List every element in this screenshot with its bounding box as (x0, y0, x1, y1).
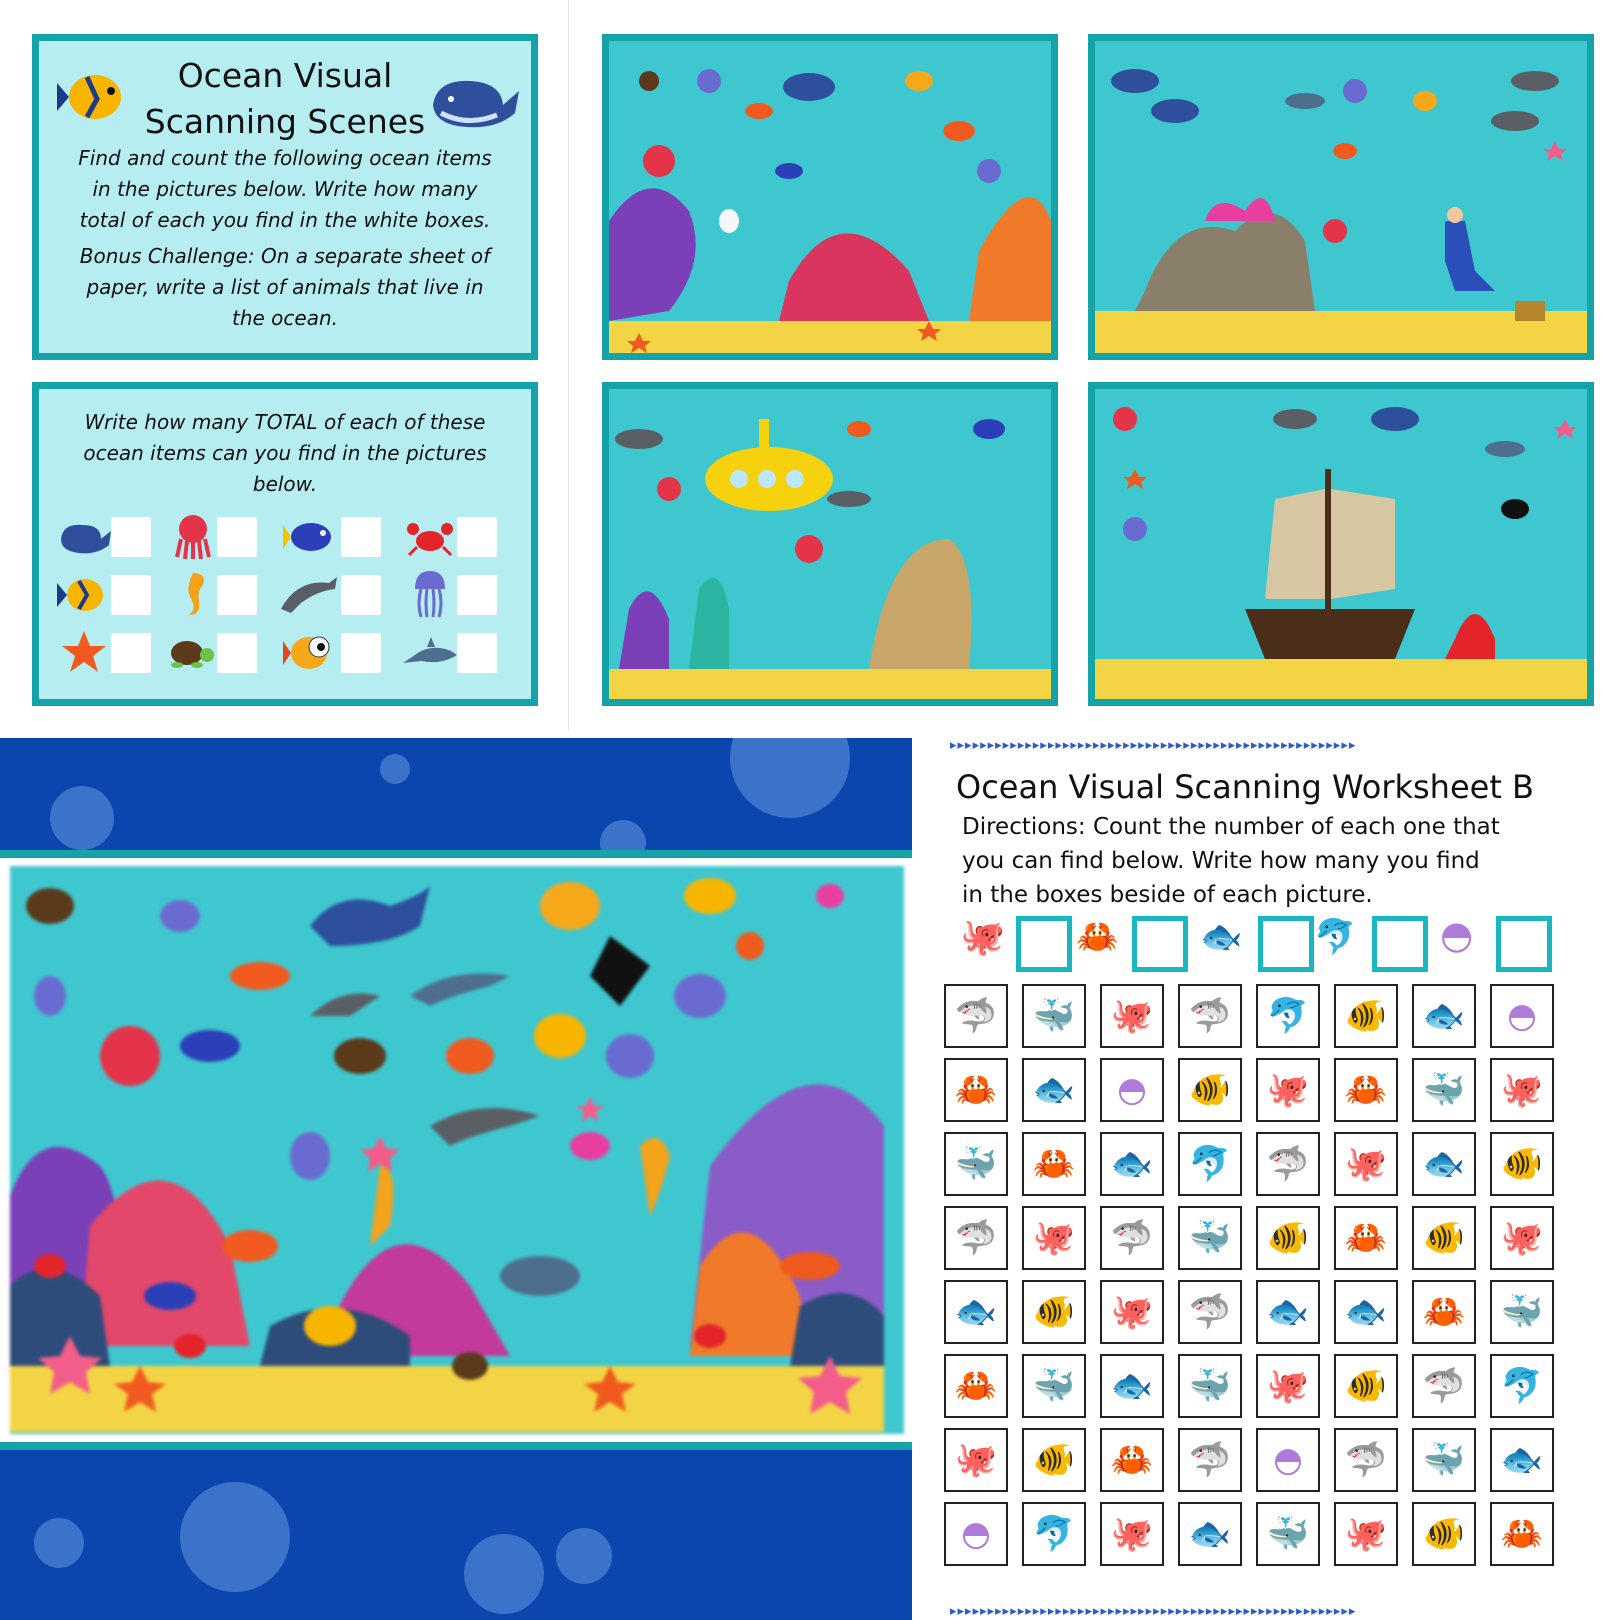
bubble-decoration (50, 786, 114, 850)
grid-cell-fish-icon[interactable]: 🐟 (944, 1280, 1008, 1344)
count-prompt (39, 407, 531, 500)
grid-cell-shark-icon[interactable]: 🦈 (1100, 1206, 1164, 1270)
grid-cell-clownfish-icon[interactable]: 🐠 (1334, 984, 1398, 1048)
grid-cell-whale-icon[interactable]: 🐳 (1412, 1058, 1476, 1122)
grid-cell-clownfish-icon[interactable]: 🐠 (1490, 1132, 1554, 1196)
instructions-line1: Find and count the following ocean items (78, 146, 492, 170)
grid-cell-fish-icon[interactable]: 🐟 (1178, 1502, 1242, 1566)
googly-fish-icon: 🐟 (1200, 917, 1243, 957)
grid-cell-octopus-icon[interactable]: 🐙 (1490, 1206, 1554, 1270)
arrow-border-top: ▸▸▸▸▸▸▸▸▸▸▸▸▸▸▸▸▸▸▸▸▸▸▸▸▸▸▸▸▸▸▸▸▸▸▸▸▸▸▸▸▸▸▸▸▸▸▸▸▸▸▸▸▸▸ (950, 738, 1357, 752)
grid-cell-octopus-icon[interactable]: 🐙 (1490, 1058, 1554, 1122)
bubble-decoration (556, 1528, 612, 1584)
grid-cell-fish-icon[interactable]: 🐟 (1100, 1354, 1164, 1418)
count-box[interactable] (111, 517, 151, 557)
grid-cell-whale-icon[interactable]: 🐳 (1022, 984, 1086, 1048)
grid-cell-shark-icon[interactable]: 🦈 (1178, 984, 1242, 1048)
grid-cell-clownfish-icon[interactable]: 🐠 (1022, 1428, 1086, 1492)
grid-cell-clownfish-icon[interactable]: 🐠 (1412, 1502, 1476, 1566)
scenes-title-line2: Scanning Scenes (144, 102, 426, 141)
grid-cell-octopus-icon[interactable]: 🐙 (1256, 1354, 1320, 1418)
grid-cell-crab-icon[interactable]: 🦀 (944, 1354, 1008, 1418)
grid-cell-clownfish-icon[interactable]: 🐠 (1178, 1058, 1242, 1122)
grid-cell-fish-icon[interactable]: 🐟 (1412, 1132, 1476, 1196)
count-card-body (39, 389, 531, 699)
worksheet-title: Ocean Visual Scanning Worksheet B (956, 768, 1534, 806)
grid-cell-fish-icon[interactable]: 🐟 (1490, 1428, 1554, 1492)
title-card-body (39, 41, 531, 353)
count-box[interactable] (457, 575, 497, 615)
grid-cell-dolphin-icon[interactable]: 🐬 (1178, 1132, 1242, 1196)
scene-3[interactable] (602, 382, 1058, 706)
grid-cell-jellyfish-icon[interactable]: ◓ (1100, 1058, 1164, 1122)
scene-2-image (1095, 41, 1587, 353)
yellow-fish-icon (57, 575, 109, 615)
instructions (39, 143, 531, 236)
grid-cell-shark-icon[interactable]: 🦈 (944, 984, 1008, 1048)
grid-cell-whale-icon[interactable]: 🐳 (1412, 1428, 1476, 1492)
grid-cell-fish-icon[interactable]: 🐟 (1334, 1280, 1398, 1344)
grid-cell-clownfish-icon[interactable]: 🐠 (1334, 1354, 1398, 1418)
jellyfish-count-box[interactable] (1496, 916, 1552, 972)
bonus-line3: the ocean. (231, 306, 338, 330)
tang-fish-icon (283, 517, 335, 557)
grid-cell-whale-icon[interactable]: 🐳 (1256, 1502, 1320, 1566)
shark-icon (401, 635, 457, 671)
count-card (32, 382, 538, 706)
crab-icon: 🦀 (1076, 917, 1119, 957)
directions-line1: Directions: Count the number of each one that (962, 814, 1500, 840)
bubble-decoration (180, 1482, 290, 1592)
fish-count-box[interactable] (1258, 916, 1314, 972)
octopus-count-box[interactable] (1016, 916, 1072, 972)
instructions-line2: in the pictures below. Write how many (92, 177, 478, 201)
grid-cell-octopus-icon[interactable]: 🐙 (1100, 1502, 1164, 1566)
grid-cell-crab-icon[interactable]: 🦀 (1334, 1206, 1398, 1270)
googly-fish-icon (283, 629, 337, 675)
bubble-decoration (34, 1518, 84, 1568)
dolphin-icon (277, 573, 339, 615)
dolphin-icon: 🐬 (1314, 917, 1357, 957)
count-box[interactable] (341, 633, 381, 673)
grid-cell-dolphin-icon[interactable]: 🐬 (1256, 984, 1320, 1048)
grid-cell-jellyfish-icon[interactable]: ◓ (1490, 984, 1554, 1048)
whale-icon (57, 517, 111, 557)
large-scene-white-border (0, 858, 912, 1442)
grid-cell-shark-icon[interactable]: 🦈 (1412, 1354, 1476, 1418)
grid-cell-clownfish-icon[interactable]: 🐠 (1412, 1206, 1476, 1270)
large-scene-image (10, 866, 904, 1434)
scenes-title-line1: Ocean Visual (177, 56, 393, 95)
count-prompt-line2: ocean items can you find in the pictures (83, 441, 487, 465)
scenes-title (39, 53, 531, 145)
grid-cell-clownfish-icon[interactable]: 🐠 (1256, 1206, 1320, 1270)
grid-cell-whale-icon[interactable]: 🐳 (1178, 1354, 1242, 1418)
crab-icon (407, 517, 453, 557)
bubble-decoration (464, 1534, 544, 1614)
grid-cell-fish-icon[interactable]: 🐟 (1256, 1280, 1320, 1344)
dolphin-count-box[interactable] (1372, 916, 1428, 972)
grid-cell-octopus-icon[interactable]: 🐙 (1100, 1280, 1164, 1344)
count-box[interactable] (111, 575, 151, 615)
count-box[interactable] (217, 575, 257, 615)
grid-cell-crab-icon[interactable]: 🦀 (1334, 1058, 1398, 1122)
count-box[interactable] (111, 633, 151, 673)
grid-cell-crab-icon[interactable]: 🦀 (944, 1058, 1008, 1122)
scene-2[interactable] (1088, 34, 1594, 360)
grid-cell-crab-icon[interactable]: 🦀 (1490, 1502, 1554, 1566)
grid-cell-octopus-icon[interactable]: 🐙 (1022, 1206, 1086, 1270)
jellyfish-icon: ◓ (1440, 913, 1474, 957)
grid-cell-octopus-icon[interactable]: 🐙 (1334, 1502, 1398, 1566)
turtle-icon (163, 633, 217, 673)
grid-cell-whale-icon[interactable]: 🐳 (944, 1132, 1008, 1196)
panel-divider (568, 0, 569, 730)
grid-cell-crab-icon[interactable]: 🦀 (1022, 1132, 1086, 1196)
symbol-grid (944, 984, 1574, 1590)
bubble-decoration (380, 754, 410, 784)
grid-cell-crab-icon[interactable]: 🦀 (1412, 1280, 1476, 1344)
count-box[interactable] (457, 517, 497, 557)
grid-cell-dolphin-icon[interactable]: 🐬 (1490, 1354, 1554, 1418)
grid-cell-crab-icon[interactable]: 🦀 (1100, 1428, 1164, 1492)
scene-4-image (1095, 389, 1587, 699)
octopus-icon (173, 513, 213, 559)
grid-cell-fish-icon[interactable]: 🐟 (1022, 1058, 1086, 1122)
worksheet-b (912, 738, 1620, 1620)
scene-1[interactable] (602, 34, 1058, 360)
grid-cell-shark-icon[interactable]: 🦈 (1178, 1280, 1242, 1344)
arrow-border-bottom: ▸▸▸▸▸▸▸▸▸▸▸▸▸▸▸▸▸▸▸▸▸▸▸▸▸▸▸▸▸▸▸▸▸▸▸▸▸▸▸▸▸▸▸▸▸▸▸▸▸▸▸▸▸▸ (950, 1604, 1357, 1618)
grid-cell-fish-icon[interactable]: 🐟 (1412, 984, 1476, 1048)
scene-3-image (609, 389, 1051, 699)
scene-4[interactable] (1088, 382, 1594, 706)
starfish-icon (61, 629, 107, 675)
count-box[interactable] (341, 575, 381, 615)
grid-cell-octopus-icon[interactable]: 🐙 (1256, 1058, 1320, 1122)
jellyfish-icon (413, 569, 447, 619)
grid-cell-shark-icon[interactable]: 🦈 (1256, 1132, 1320, 1196)
count-prompt-line1: Write how many TOTAL of each of these (84, 410, 486, 434)
grid-cell-whale-icon[interactable]: 🐳 (1022, 1354, 1086, 1418)
crab-count-box[interactable] (1132, 916, 1188, 972)
grid-cell-dolphin-icon[interactable]: 🐬 (1022, 1502, 1086, 1566)
seahorse-icon (179, 569, 209, 619)
instructions-line3: total of each you find in the white boxes. (79, 208, 491, 232)
directions-line2: you can find below. Write how many you find (962, 848, 1480, 874)
octopus-icon: 🐙 (960, 917, 1005, 958)
grid-cell-whale-icon[interactable]: 🐳 (1178, 1206, 1242, 1270)
count-box[interactable] (217, 517, 257, 557)
grid-cell-fish-icon[interactable]: 🐟 (1100, 1132, 1164, 1196)
bonus-line2: paper, write a list of animals that live in (86, 275, 484, 299)
grid-cell-shark-icon[interactable]: 🦈 (1178, 1428, 1242, 1492)
title-card (32, 34, 538, 360)
count-box[interactable] (341, 517, 381, 557)
grid-cell-octopus-icon[interactable]: 🐙 (944, 1428, 1008, 1492)
grid-cell-shark-icon[interactable]: 🦈 (944, 1206, 1008, 1270)
grid-cell-shark-icon[interactable]: 🦈 (1334, 1428, 1398, 1492)
bonus-challenge (39, 241, 531, 334)
bonus-line1: Bonus Challenge: On a separate sheet of (79, 244, 491, 268)
grid-cell-octopus-icon[interactable]: 🐙 (1100, 984, 1164, 1048)
worksheet-directions (962, 810, 1500, 912)
scene-1-image (609, 41, 1051, 353)
grid-cell-clownfish-icon[interactable]: 🐠 (1022, 1280, 1086, 1344)
grid-cell-octopus-icon[interactable]: 🐙 (1334, 1132, 1398, 1196)
large-scene-frame (0, 850, 912, 1450)
promo-background (0, 738, 912, 1620)
directions-line3: in the boxes beside of each picture. (962, 882, 1373, 908)
grid-cell-jellyfish-icon[interactable]: ◓ (944, 1502, 1008, 1566)
count-box[interactable] (457, 633, 497, 673)
grid-cell-jellyfish-icon[interactable]: ◓ (1256, 1428, 1320, 1492)
bubble-decoration (730, 738, 850, 818)
count-box[interactable] (217, 633, 257, 673)
grid-cell-whale-icon[interactable]: 🐳 (1490, 1280, 1554, 1344)
count-prompt-line3: below. (252, 472, 318, 496)
